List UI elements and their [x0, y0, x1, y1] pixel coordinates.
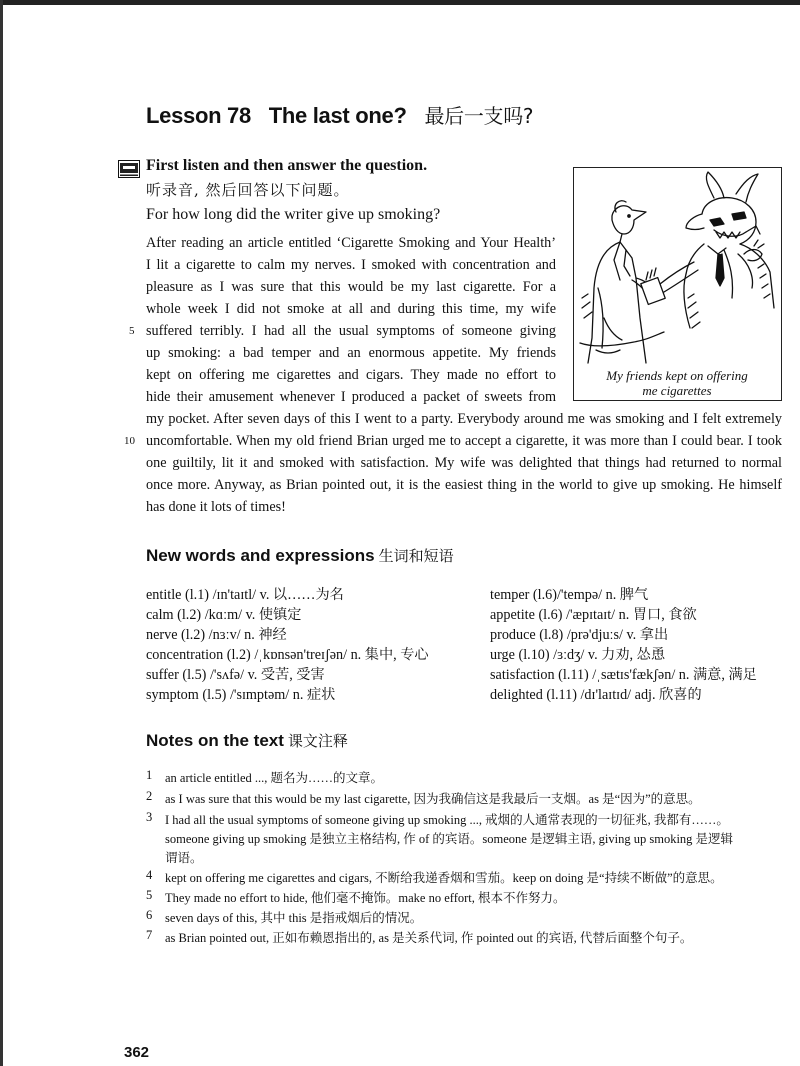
note-line: as I was sure that this would be my last cigarette, 因为我确信这是我最后一支烟。as 是“因为”的意思。	[165, 792, 701, 806]
vocab-item: suffer (l.5) /'sʌfə/ v. 受苦, 受害	[146, 667, 325, 683]
question: For how long did the writer give up smoking?	[146, 206, 441, 223]
passage-line: kept on offering me cigarettes and cigars. They made no effort to	[146, 367, 556, 383]
passage-line: has done it lots of times!	[146, 499, 286, 515]
notes-heading	[146, 730, 348, 751]
instruction-cn: 听录音, 然后回答以下问题。	[146, 181, 350, 199]
notes-title-en: Notes on the text	[146, 731, 284, 750]
note-number: 6	[146, 908, 153, 922]
passage-line: uncomfortable. When my old friend Brian urged me to accept a cigarette, it was more than I could bear. I took	[146, 433, 782, 449]
passage-line: up smoking: a bad temper and an enormous appetite. My friends	[146, 345, 556, 361]
lesson-title-en: The last one?	[268, 103, 407, 128]
passage-line: After reading an article entitled ‘Cigarette Smoking and Your Health’	[146, 235, 556, 251]
passage-line: I lit a cigarette to calm my nerves. I smoked with concentration and	[146, 257, 556, 273]
vocab-item: urge (l.10) /ɜːdʒ/ v. 力劝, 怂恿	[490, 647, 666, 663]
vocab-item: nerve (l.2) /nɜːv/ n. 神经	[146, 627, 287, 643]
lesson-title	[146, 100, 545, 129]
vocab-item: calm (l.2) /kɑːm/ v. 使镇定	[146, 607, 302, 623]
note-line: kept on offering me cigarettes and cigars, 不断给我递香烟和雪茄。keep on doing 是“持续不断做”的意思。	[165, 871, 723, 885]
passage-line: pleasure as I was sure that this would be my last cigarette. For a	[146, 279, 556, 295]
vocab-item: symptom (l.5) /'sɪmptəm/ n. 症状	[146, 687, 336, 703]
passage-line: once more. Anyway, as Brian pointed out, it is the easiest thing in the world to give up smoking. He himself	[146, 477, 782, 493]
note-line: seven days of this, 其中 this 是指戒烟后的情况。	[165, 911, 423, 925]
caption-line: My friends kept on offering	[606, 368, 748, 383]
caption-line: me cigarettes	[642, 383, 712, 398]
vocab-item: temper (l.6)/'tempə/ n. 脾气	[490, 587, 649, 603]
vocab-item: entitle (l.1) /ɪn'taɪtl/ v. 以……为名	[146, 587, 344, 603]
passage-line: hide their amusement whenever I produced a packet of sweets from	[146, 389, 556, 405]
page-number: 362	[124, 1044, 150, 1061]
line-number-5: 5	[129, 325, 135, 337]
passage-line: one guiltily, lit it and smoked with satisfaction. My wife was delighted that things had returned to normal	[146, 455, 782, 471]
illustration-caption	[574, 368, 780, 398]
cassette-icon	[118, 160, 140, 178]
note-line: I had all the usual symptoms of someone giving up smoking ..., 戒烟的人通常表现的一切征兆, 我都有……。	[165, 813, 729, 827]
note-number: 7	[146, 928, 153, 942]
note-line: an article entitled ..., 题名为……的文章。	[165, 771, 384, 785]
instruction-en: First listen and then answer the question.	[146, 157, 428, 174]
vocab-item: delighted (l.11) /dɪ'laɪtɪd/ adj. 欣喜的	[490, 687, 702, 703]
note-line: 谓语。	[165, 851, 203, 865]
passage-line: suffered terribly. I had all the usual symptoms of someone giving	[146, 323, 556, 339]
note-number: 2	[146, 789, 153, 803]
page-left-edge	[0, 0, 3, 1066]
lesson-title-cn: 最后一支吗?	[424, 104, 534, 128]
vocab-item: appetite (l.6) /'æpɪtaɪt/ n. 胃口, 食欲	[490, 607, 697, 623]
vocab-item: concentration (l.2) /ˌkɒnsən'treɪʃən/ n. 集中, 专心	[146, 647, 429, 663]
note-line: They made no effort to hide, 他们毫不掩饰。make no effort, 根本不作努力。	[165, 891, 566, 905]
passage-line: whole week I did not smoke at all and during this time, my wife	[146, 301, 556, 317]
note-line: someone giving up smoking 是独立主格结构, 作 of 的宾语。someone 是逻辑主语, giving up smoking 是逻辑	[165, 832, 734, 846]
note-number: 4	[146, 868, 153, 882]
vocab-item: produce (l.8) /prə'djuːs/ v. 拿出	[490, 627, 669, 643]
lesson-number: Lesson 78	[146, 103, 251, 128]
page-top-edge	[0, 0, 800, 5]
vocab-item: satisfaction (l.11) /ˌsætɪs'fækʃən/ n. 满意, 满足	[490, 667, 757, 683]
notes-title-cn: 课文注释	[287, 732, 348, 750]
cartoon-illustration	[574, 168, 779, 366]
line-number-10: 10	[124, 435, 135, 447]
new-words-heading	[146, 545, 454, 566]
new-words-title-cn: 生词和短语	[378, 547, 454, 565]
note-line: as Brian pointed out, 正如布赖恩指出的, as 是关系代词, 作 pointed out 的宾语, 代替后面整个句子。	[165, 931, 693, 945]
new-words-title-en: New words and expressions	[146, 546, 375, 565]
note-number: 3	[146, 810, 153, 824]
note-number: 5	[146, 888, 153, 902]
passage-line: my pocket. After seven days of this I went to a party. Everybody around me was smoking and I felt extremely	[146, 411, 782, 427]
note-number: 1	[146, 768, 153, 782]
